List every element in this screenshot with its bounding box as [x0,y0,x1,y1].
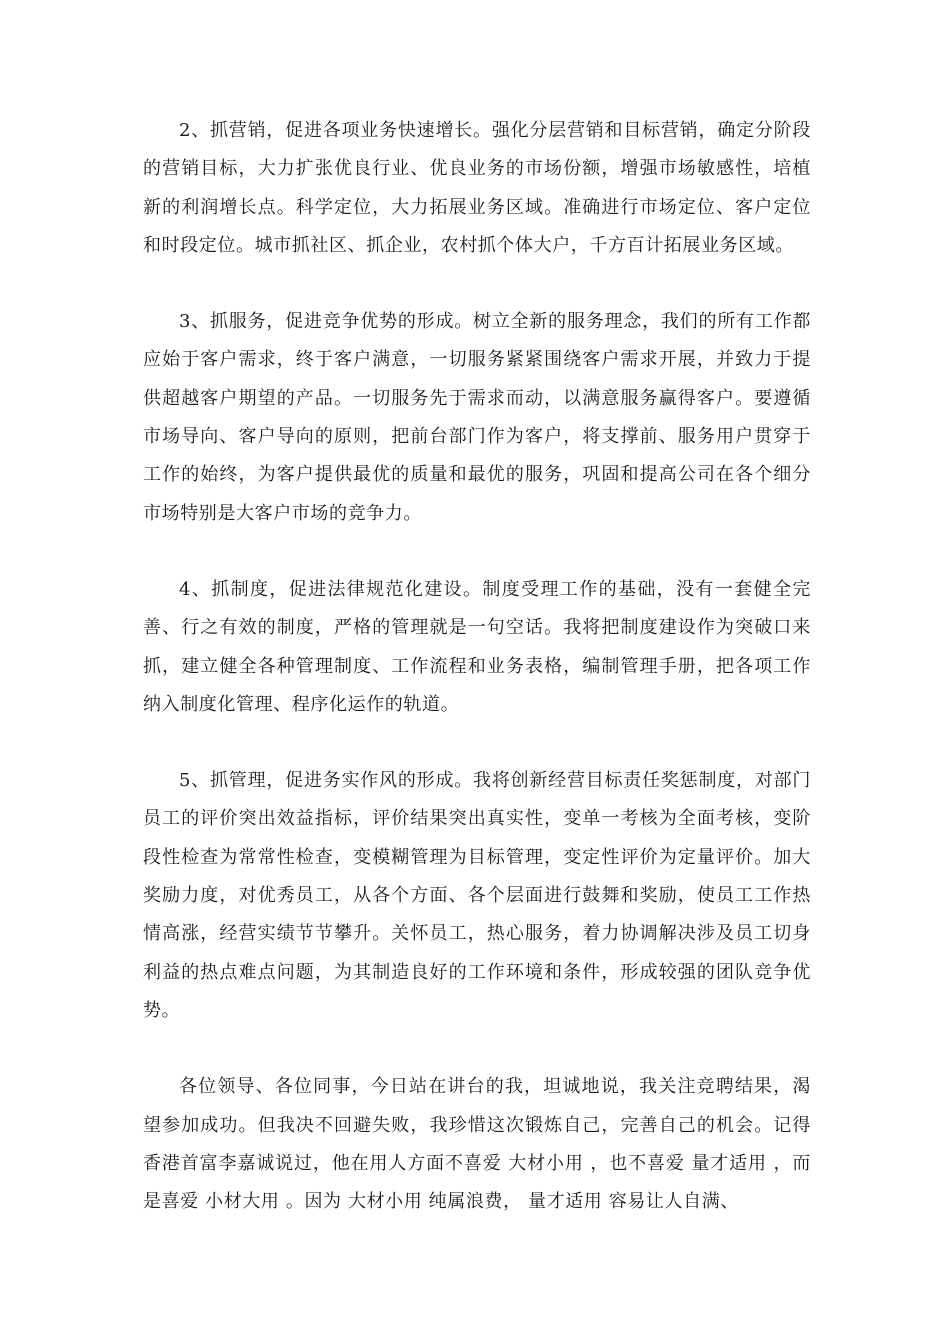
paragraph-marketing: 2、抓营销，促进各项业务快速增长。强化分层营销和目标营销，确定分阶段的营销目标，大力扩张优良行业、优良业务的市场份额，增强市场敏感性，培植新的利润增长点。科学定位，大力拓展业务区域。准确进行市场定位、客户定位和时段定位。城市抓社区、抓企业，农村抓个体大户，千方百计拓展业务区域。 [143,120,811,256]
document-body [143,112,811,1221]
paragraph-system: 4、抓制度，促进法律规范化建设。制度受理工作的基础，没有一套健全完善、行之有效的制度，严格的管理就是一句空话。我将把制度建设作为突破口来抓，建立健全各种管理制度、工作流程和业务表格，编制管理手册，把各项工作纳入制度化管理、程序化运作的轨道。 [143,578,811,715]
paragraph-management: 5、抓管理，促进务实作风的形成。我将创新经营目标责任奖惩制度，对部门员工的评价突出效益指标，评价结果突出真实性，变单一考核为全面考核，变阶段性检查为常常性检查，变模糊管理为目标管理，变定性评价为定量评价。加大奖励力度，对优秀员工，从各个方面、各个层面进行鼓舞和奖励，使员工工作热情高涨，经营实绩节节攀升。关怀员工，热心服务，着力协调解决涉及员工切身利益的热点难点问题，为其制造良好的工作环境和条件，形成较强的团队竞争优势。 [143,770,811,1021]
paragraph-service: 3、抓服务，促进竞争优势的形成。树立全新的服务理念，我们的所有工作都应始于客户需求，终于客户满意，一切服务紧紧围绕客户需求开展，并致力于提供超越客户期望的产品。一切服务先于需求而动，以满意服务赢得客户。要遵循市场导向、客户导向的原则，把前台部门作为客户，将支撑前、服务用户贯穿于工作的始终，为客户提供最优的质量和最优的服务，巩固和提高公司在各个细分市场特别是大客户市场的竞争力。 [143,311,811,524]
paragraph-closing: 各位领导、各位同事，今日站在讲台的我，坦诚地说，我关注竞聘结果，渴望参加成功。但我决不回避失败，我珍惜这次锻炼自己，完善自己的机会。记得香港首富李嘉诚说过，他在用人方面不喜爱 大材小用 ，也不喜爱 量才适用 ，而是喜爱 小材大用 。因为 大材小用 纯属浪费， 量才适用 容易让人自满、 [143,1076,811,1213]
